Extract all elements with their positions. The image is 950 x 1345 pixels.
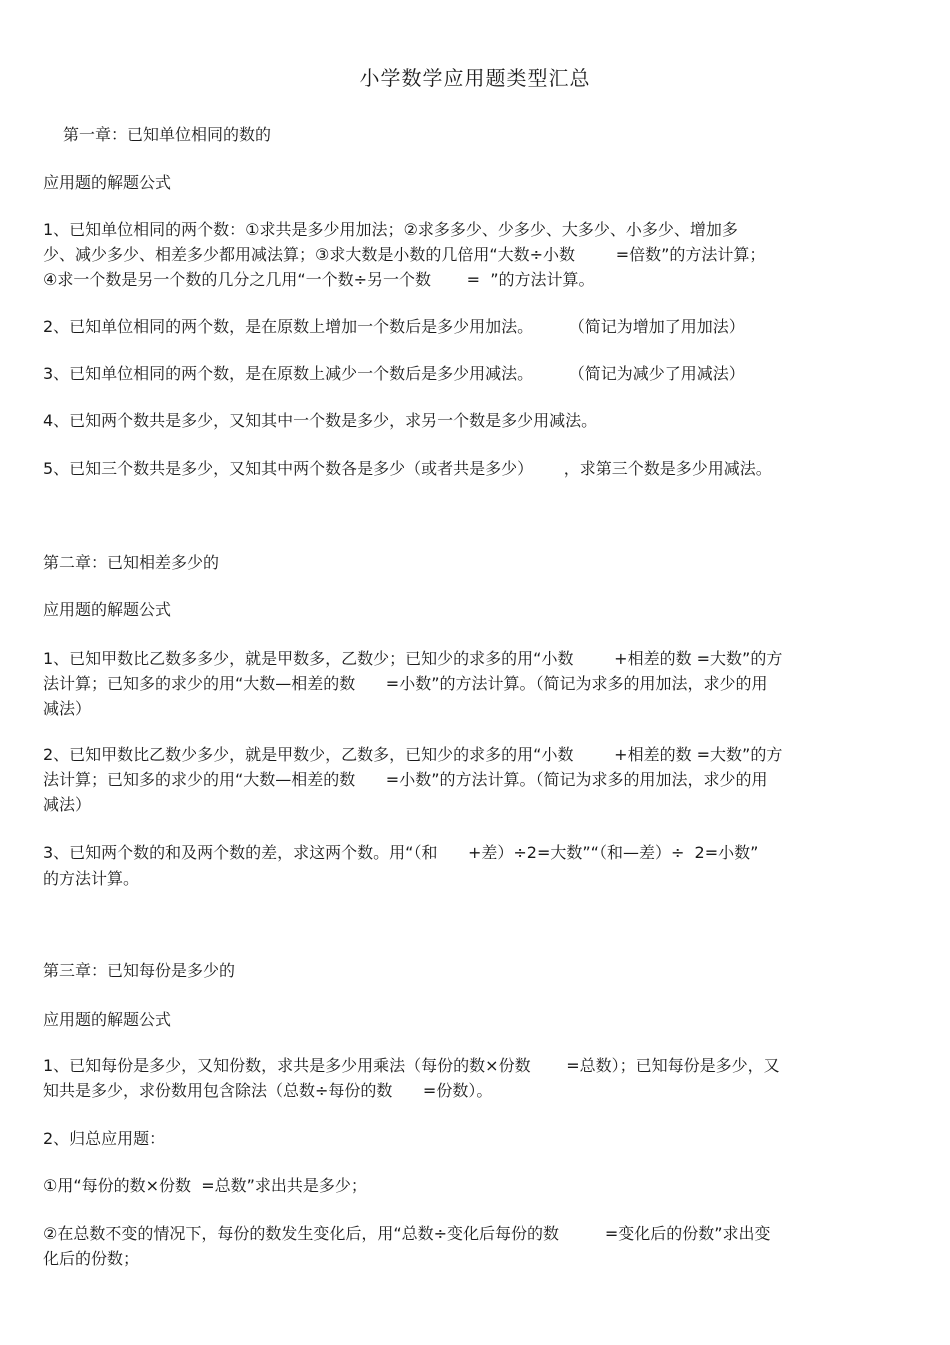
chapter2-item2-line3: 减法） <box>43 795 92 814</box>
chapter3-heading: 第三章：已知每份是多少的 <box>43 961 236 980</box>
chapter3-subheading: 应用题的解题公式 <box>43 1010 172 1029</box>
chapter2-item1-line3: 减法） <box>43 699 92 718</box>
document-title: 小学数学应用题类型汇总 <box>359 66 591 90</box>
chapter2-item1-line1: 1、已知甲数比乙数多多少，就是甲数多，乙数少；已知少的求多的用“小数 +相差的数 =大数”的方 <box>43 649 783 668</box>
chapter2-item1-line2: 法计算；已知多的求少的用“大数—相差的数 =小数”的方法计算。（简记为求多的用加法，求少的用 <box>43 674 768 693</box>
chapter2-item3-line2: 的方法计算。 <box>43 869 140 888</box>
chapter2-item2-line1: 2、已知甲数比乙数少多少，就是甲数少，乙数多，已知少的求多的用“小数 +相差的数 =大数”的方 <box>43 745 783 764</box>
chapter1-subheading: 应用题的解题公式 <box>43 173 172 192</box>
chapter3-item1-line1: 1、已知每份是多少，又知份数，求共是多少用乘法（每份的数×份数 =总数）；已知每份是多少，又 <box>43 1056 780 1075</box>
chapter3-item2: 2、归总应用题： <box>43 1129 166 1148</box>
chapter1-item2: 2、已知单位相同的两个数，是在原数上增加一个数后是多少用加法。 （简记为增加了用加法） <box>43 317 745 336</box>
chapter1-item3: 3、已知单位相同的两个数，是在原数上减少一个数后是多少用减法。 （简记为减少了用减法） <box>43 364 745 383</box>
chapter1-item1-line2: 少、减少多少、相差多少都用减法算；③求大数是小数的几倍用“大数÷小数 =倍数”的方法计算； <box>43 245 766 264</box>
chapter2-item3-line1: 3、已知两个数的和及两个数的差，求这两个数。用“（和 +差）÷2=大数”“（和—差）÷ 2=小数” <box>43 843 759 862</box>
chapter2-heading: 第二章：已知相差多少的 <box>43 553 220 572</box>
chapter1-heading: 第一章：已知单位相同的数的 <box>63 125 272 144</box>
chapter1-item4: 4、已知两个数共是多少，又知其中一个数是多少，求另一个数是多少用减法。 <box>43 411 598 430</box>
chapter2-subheading: 应用题的解题公式 <box>43 600 172 619</box>
chapter1-item5: 5、已知三个数共是多少，又知其中两个数各是多少（或者共是多少） ，求第三个数是多少用减法。 <box>43 459 772 478</box>
chapter1-item1-line1: 1、已知单位相同的两个数：①求共是多少用加法；②求多多少、少多少、大多少、小多少、增加多 <box>43 220 738 239</box>
chapter1-item1-line3: ④求一个数是另一个数的几分之几用“一个数÷另一个数 = ”的方法计算。 <box>43 270 595 289</box>
chapter2-item2-line2: 法计算；已知多的求少的用“大数—相差的数 =小数”的方法计算。（简记为求多的用加法，求少的用 <box>43 770 768 789</box>
chapter3-item2b-line2: 化后的份数； <box>43 1249 140 1268</box>
chapter3-item2a: ①用“每份的数×份数 =总数”求出共是多少； <box>43 1176 367 1195</box>
chapter3-item2b-line1: ②在总数不变的情况下，每份的数发生变化后，用“总数÷变化后每份的数 =变化后的份数”求出变 <box>43 1224 771 1243</box>
chapter3-item1-line2: 知共是多少，求份数用包含除法（总数÷每份的数 =份数）。 <box>43 1081 493 1100</box>
